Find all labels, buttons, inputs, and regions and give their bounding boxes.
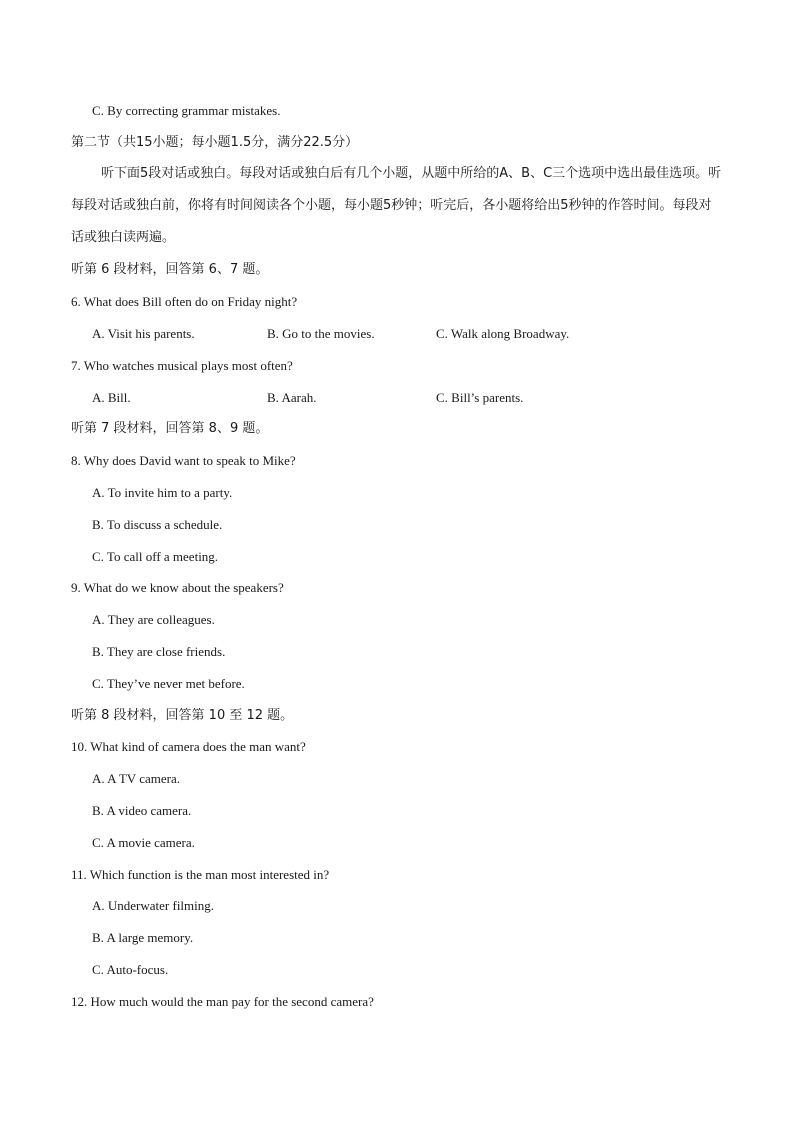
question-11-option-c: C. Auto-focus. bbox=[92, 962, 169, 977]
question-8-stem: 8. Why does David want to speak to Mike? bbox=[71, 453, 296, 468]
question-12-stem: 12. How much would the man pay for the second camera? bbox=[71, 994, 374, 1009]
question-8-option-c: C. To call off a meeting. bbox=[92, 549, 219, 564]
question-8-option-b: B. To discuss a schedule. bbox=[92, 517, 223, 532]
group-heading-8: 听第 8 段材料，回答第 10 至 12 题。 bbox=[71, 708, 294, 723]
question-6-option-b: B. Go to the movies. bbox=[267, 326, 375, 341]
question-9-option-a: A. They are colleagues. bbox=[92, 612, 215, 627]
question-7-option-b: B. Aarah. bbox=[267, 390, 317, 405]
question-6-option-c: C. Walk along Broadway. bbox=[436, 326, 570, 341]
question-10-option-b: B. A video camera. bbox=[92, 803, 192, 818]
question-9-option-c: C. They’ve never met before. bbox=[92, 676, 245, 691]
question-7-option-c: C. Bill’s parents. bbox=[436, 390, 524, 405]
question-11-option-a: A. Underwater filming. bbox=[92, 898, 215, 913]
group-heading-7: 听第 7 段材料，回答第 8、9 题。 bbox=[71, 421, 269, 436]
question-6-option-a: A. Visit his parents. bbox=[92, 326, 195, 341]
question-5-option-c: C. By correcting grammar mistakes. bbox=[92, 103, 281, 118]
group-heading-6: 听第 6 段材料，回答第 6、7 题。 bbox=[71, 262, 269, 277]
question-9-stem: 9. What do we know about the speakers? bbox=[71, 580, 284, 595]
question-11-option-b: B. A large memory. bbox=[92, 930, 194, 945]
question-10-option-a: A. A TV camera. bbox=[92, 771, 180, 786]
question-8-option-a: A. To invite him to a party. bbox=[92, 485, 233, 500]
question-9-option-b: B. They are close friends. bbox=[92, 644, 226, 659]
section-header: 第二节（共15小题；每小题1.5分，满分22.5分） bbox=[71, 135, 359, 150]
question-7-stem: 7. Who watches musical plays most often? bbox=[71, 358, 293, 373]
question-10-option-c: C. A movie camera. bbox=[92, 835, 195, 850]
question-7-option-a: A. Bill. bbox=[92, 390, 131, 405]
question-11-stem: 11. Which function is the man most interested in? bbox=[71, 867, 330, 882]
section-instructions: 听下面5段对话或独白。每段对话或独白后有几个小题，从题中所给的A、B、C三个选项中选出最佳选项。听每段对话或独白前，你将有时间阅读各个小题，每小题5秒钟；听完后，各小题将给出5秒钟的作答时间。每段对话或独白读两遍。 bbox=[71, 166, 722, 245]
question-6-stem: 6. What does Bill often do on Friday night? bbox=[71, 294, 298, 309]
question-10-stem: 10. What kind of camera does the man want? bbox=[71, 739, 306, 754]
